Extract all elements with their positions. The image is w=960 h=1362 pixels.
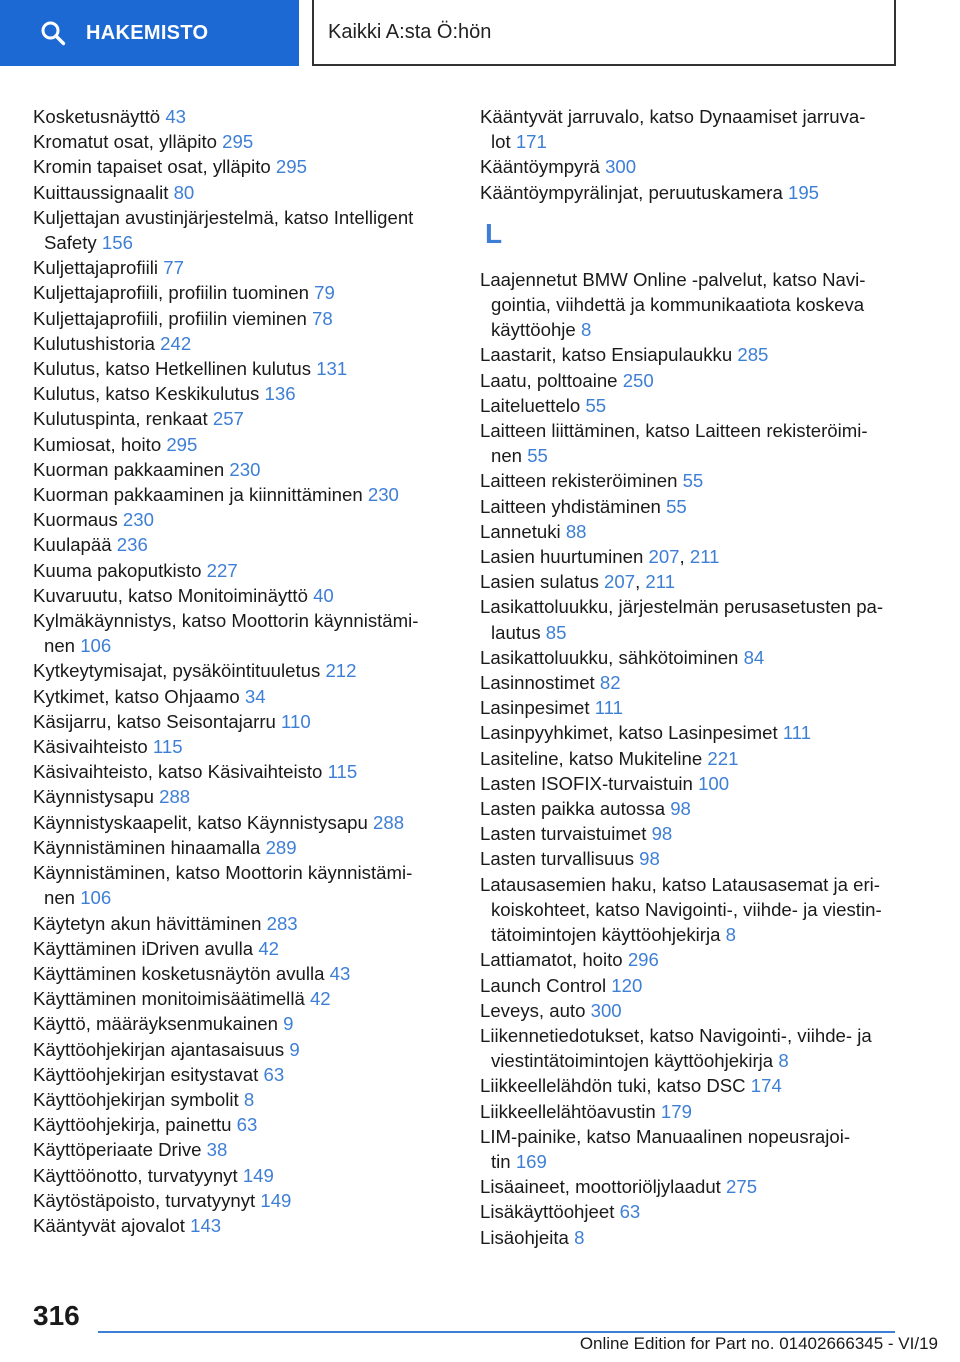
index-entry <box>33 457 453 482</box>
index-entry <box>480 368 920 393</box>
page-link[interactable]: 300 <box>605 156 637 178</box>
page-link[interactable]: 149 <box>260 1189 292 1211</box>
page-link[interactable]: 169 <box>515 1150 547 1172</box>
page-link[interactable]: 207 <box>648 546 680 568</box>
index-entry <box>480 796 920 821</box>
index-entry <box>480 746 920 771</box>
index-entry-text: Laiteluettelo <box>480 394 581 416</box>
index-entry: Lasien huurtuminen 207, 211 <box>480 546 720 568</box>
index-entry-text: LIM-painike, katso Manuaalinen nopeusrajoi- tin <box>480 1125 851 1172</box>
page-link[interactable]: 77 <box>163 257 184 279</box>
page-link[interactable]: 120 <box>611 974 643 996</box>
index-entry <box>480 1225 920 1250</box>
index-entry-text: Kytkeytymisajat, pysäköintituuletus <box>33 660 321 682</box>
index-entry-text: Käynnistäminen hinaamalla <box>33 836 261 858</box>
index-entry <box>480 267 920 343</box>
index-entry <box>33 936 453 961</box>
index-entry-text: Lisäkäyttöohjeet <box>480 1201 615 1223</box>
index-entry <box>480 342 920 367</box>
index-entry <box>33 1112 453 1137</box>
page-link[interactable]: 174 <box>750 1075 782 1097</box>
index-entry-text: Kromatut osat, ylläpito <box>33 131 217 153</box>
page-link[interactable]: 207 <box>604 571 636 593</box>
index-entry <box>33 860 453 910</box>
page-link[interactable]: 257 <box>212 408 244 430</box>
index-entry <box>480 1073 920 1098</box>
index-entry-text: Lasinpyyhkimet, katso Lasinpesimet <box>480 722 778 744</box>
page-link[interactable]: 149 <box>242 1164 274 1186</box>
index-entry <box>33 1213 453 1238</box>
index-entry <box>33 1137 453 1162</box>
page-link[interactable]: 78 <box>312 307 333 329</box>
page-link[interactable]: 111 <box>594 697 623 719</box>
index-entry-text: Kääntyvät jarruvalo, katso Dynaamiset jarruva- lot <box>480 106 866 153</box>
index-entry <box>33 583 453 608</box>
index-entry-text: Kääntöympyrälinjat, peruutuskamera <box>480 181 783 203</box>
page-link[interactable]: 9 <box>283 1013 294 1035</box>
index-entry <box>33 1011 453 1036</box>
index-entry <box>480 519 920 544</box>
index-entry <box>33 331 453 356</box>
index-entry <box>33 658 453 683</box>
page-link[interactable]: 227 <box>206 559 238 581</box>
page-link[interactable]: 38 <box>206 1139 228 1161</box>
index-entry <box>33 280 453 305</box>
breadcrumb[interactable]: Kaikki A:sta Ö:hön <box>312 0 896 66</box>
page-link[interactable]: 55 <box>527 445 548 467</box>
index-entry <box>33 1188 453 1213</box>
page-link[interactable]: 55 <box>666 495 687 517</box>
page-link[interactable]: 8 <box>725 924 736 946</box>
index-entry-text: Käynnistysapu <box>33 786 154 808</box>
index-entry <box>33 406 453 431</box>
index-entry-text: Kumiosat, hoito <box>33 433 162 455</box>
page-link[interactable]: 236 <box>116 534 148 556</box>
index-entry <box>33 180 453 205</box>
index-entry <box>480 1199 920 1224</box>
page-link[interactable]: 42 <box>309 988 331 1010</box>
index-entry-text: Liikkeellelähdön tuki, katso DSC <box>480 1075 746 1097</box>
page-link[interactable]: 8 <box>574 1226 585 1248</box>
index-entry-text: Laitteen liittäminen, katso Laitteen rekisteröimi- nen <box>480 420 868 467</box>
page-link[interactable]: 106 <box>80 635 112 657</box>
page-link[interactable]: 43 <box>165 106 186 127</box>
page-link[interactable]: 283 <box>266 912 298 934</box>
page-link[interactable]: 42 <box>258 937 279 959</box>
page-link[interactable]: 55 <box>682 470 704 492</box>
index-entry-text: Lattiamatot, hoito <box>480 949 623 971</box>
index-entry <box>33 558 453 583</box>
index-entry-text: Liikkeellelähtöavustin <box>480 1100 656 1122</box>
index-entry-text: Käyttöohjekirjan esitystavat <box>33 1063 259 1085</box>
index-tab-button[interactable] <box>0 0 299 66</box>
page-link[interactable]: 211 <box>645 571 676 593</box>
index-entry-text: Lasten turvaistuimet <box>480 823 647 845</box>
index-entry-text: Kuuma pakoputkisto <box>33 559 202 581</box>
index-entry <box>33 507 453 532</box>
index-entry-text: Kuljettajaprofiili, profiilin vieminen <box>33 307 307 329</box>
page-link[interactable]: 221 <box>707 747 739 769</box>
page-link[interactable]: 85 <box>545 621 567 643</box>
index-entry <box>33 1163 453 1188</box>
index-entry <box>33 129 453 154</box>
page-link[interactable]: 98 <box>651 823 673 845</box>
page-link[interactable]: 98 <box>639 848 660 870</box>
index-entry <box>480 998 920 1023</box>
page-link[interactable]: 115 <box>327 761 358 783</box>
index-entry: Lasien sulatus 207, 211 <box>480 571 676 593</box>
index-entry <box>480 1124 920 1174</box>
page-link[interactable]: 110 <box>281 710 311 732</box>
page-link[interactable]: 211 <box>689 546 720 568</box>
page-link[interactable]: 131 <box>316 358 348 380</box>
index-entry-text: Lasikattoluukku, sähkötoiminen <box>480 646 739 668</box>
page-link[interactable]: 295 <box>222 131 254 153</box>
index-entry <box>33 205 453 255</box>
page-link[interactable]: 296 <box>627 949 659 971</box>
index-entry <box>480 645 920 670</box>
index-entry-text: Kulutus, katso Keskikulutus <box>33 383 260 405</box>
page-link[interactable]: 43 <box>329 962 351 984</box>
index-entry-text: Laatu, polttoaine <box>480 369 618 391</box>
page-link[interactable]: 100 <box>698 772 730 794</box>
page-link[interactable]: 40 <box>313 584 334 606</box>
index-entry <box>33 608 453 658</box>
index-entry <box>33 709 453 734</box>
page-link[interactable]: 63 <box>236 1114 258 1136</box>
page-link[interactable]: 8 <box>778 1050 789 1072</box>
index-entry <box>480 1023 920 1073</box>
index-entry <box>33 306 453 331</box>
index-entry-text: Lannetuki <box>480 520 561 542</box>
page-link[interactable]: 82 <box>599 672 621 694</box>
page-link[interactable]: 250 <box>622 369 654 391</box>
index-entry-text: Käytetyn akun hävittäminen <box>33 912 262 934</box>
page-link[interactable]: 171 <box>515 131 547 153</box>
index-entry <box>480 180 920 205</box>
index-entry <box>33 734 453 759</box>
index-entry-text: Lisäaineet, moottoriöljylaadut <box>480 1176 721 1198</box>
page-link[interactable]: 115 <box>152 736 183 758</box>
index-entry <box>33 835 453 860</box>
index-entry <box>480 720 920 745</box>
index-entry-text: Kuorman pakkaaminen ja kiinnittäminen <box>33 484 363 506</box>
page-link[interactable]: 84 <box>743 646 765 668</box>
page-link[interactable]: 295 <box>166 433 198 455</box>
index-entry-text: Kuljettajan avustinjärjestelmä, katso Intelligent Safety <box>33 206 414 254</box>
index-entry <box>480 154 920 179</box>
page-link[interactable]: 156 <box>101 232 133 254</box>
index-column-right <box>480 104 920 1250</box>
page-link[interactable]: 80 <box>173 181 195 203</box>
footer-edition-text: Online Edition for Part no. 01402666345 - VI/19 <box>579 1334 938 1353</box>
index-entry-text: Käyttäminen monitoimisäätimellä <box>33 988 305 1010</box>
index-entry-text: Käyttöohjekirja, painettu <box>33 1114 232 1136</box>
index-entry-text: Lasien sulatus <box>480 571 599 593</box>
page-link[interactable]: 295 <box>275 156 307 178</box>
page-link[interactable]: 143 <box>190 1214 222 1236</box>
index-entry <box>480 771 920 796</box>
index-entry <box>480 1174 920 1199</box>
index-entry <box>33 154 453 179</box>
index-entry <box>33 961 453 986</box>
index-entry-text: Kääntöympyrä <box>480 156 600 178</box>
page-link[interactable]: 98 <box>670 798 691 820</box>
index-entry <box>480 973 920 998</box>
page-link[interactable]: 79 <box>314 282 335 304</box>
index-entry <box>33 482 453 507</box>
index-entry-text: Laastarit, katso Ensiapulaukku <box>480 344 733 366</box>
index-entry-text: Kromin tapaiset osat, ylläpito <box>33 156 271 178</box>
index-entry <box>33 1062 453 1087</box>
index-entry-text: Laajennetut BMW Online -palvelut, katso Navi- gointia, viihdettä ja kommunikaatiota koskeva käyttöohje <box>480 268 866 341</box>
index-entry-text: Käyttöohjekirjan symbolit <box>33 1088 239 1110</box>
page-link[interactable]: 288 <box>159 786 191 808</box>
index-entry-text: Lasten paikka autossa <box>480 798 666 820</box>
index-entry-text: Kuljettajaprofiili <box>33 257 159 279</box>
page-link[interactable]: 230 <box>122 509 154 531</box>
page-link[interactable]: 136 <box>264 383 296 405</box>
footer-divider <box>98 1331 895 1333</box>
index-entry-text: Käyttö, määräyksenmukainen <box>33 1013 278 1035</box>
index-entry <box>480 104 920 154</box>
index-entry-text: Lasikattoluukku, järjestelmän perusasetusten pa- lautus <box>480 596 884 643</box>
page-link[interactable]: 55 <box>585 394 607 416</box>
index-entry <box>480 846 920 871</box>
index-entry-text: Käsivaihteisto <box>33 736 148 758</box>
index-entry <box>480 594 920 644</box>
index-entry <box>480 1099 920 1124</box>
index-entry-text: Kuittaussignaalit <box>33 181 169 203</box>
index-entry-text: Kuulapää <box>33 534 112 556</box>
index-entry <box>33 532 453 557</box>
index-entry-text: Kosketusnäyttö <box>33 106 161 127</box>
index-entry <box>480 872 920 948</box>
index-entry <box>33 784 453 809</box>
index-entry-text: Kuormaus <box>33 509 118 531</box>
index-group-l <box>480 267 920 1250</box>
index-entry <box>33 911 453 936</box>
page-link[interactable]: 8 <box>243 1088 255 1110</box>
index-entry <box>480 670 920 695</box>
index-entry <box>33 356 453 381</box>
index-entry-text: Käyttöönotto, turvatyynyt <box>33 1164 238 1186</box>
page-number: 316 <box>33 1300 80 1331</box>
page-link[interactable]: 88 <box>565 520 587 542</box>
index-entry-text: Käynnistäminen, katso Moottorin käynnistämi- nen <box>33 862 413 909</box>
index-column-left <box>33 104 453 1238</box>
index-entry-text: Latausasemien haku, katso Latausasemat ja eri- koiskohteet, katso Navigointi-, viihde- ja viestin- tätoimintojen käyttöohjekirja <box>480 873 882 946</box>
index-entry-text: Lasien huurtuminen <box>480 546 644 568</box>
page-link[interactable]: 195 <box>788 181 820 203</box>
page-link[interactable]: 230 <box>229 458 261 480</box>
page-link[interactable]: 230 <box>367 484 399 506</box>
index-entry-text: Kääntyvät ajovalot <box>33 1214 185 1236</box>
index-entry <box>33 986 453 1011</box>
index-entry <box>480 468 920 493</box>
page-link[interactable]: 289 <box>265 836 297 858</box>
index-entry-text: Käyttäminen iDriven avulla <box>33 937 254 959</box>
index-entry-text: Käsijarru, katso Seisontajarru <box>33 710 276 732</box>
page-link[interactable]: 212 <box>325 660 357 682</box>
index-entry-text: Käyttöohjekirjan ajantasaisuus <box>33 1038 285 1060</box>
page-link[interactable]: 63 <box>619 1201 641 1223</box>
search-icon <box>40 20 66 46</box>
index-entry-text: Kuvaruutu, katso Monitoiminäyttö <box>33 584 308 606</box>
index-entry <box>480 418 920 468</box>
page-link[interactable]: 34 <box>244 685 266 707</box>
index-entry-text: Kytkimet, katso Ohjaamo <box>33 685 240 707</box>
index-entry <box>33 381 453 406</box>
index-entry-text: Käsivaihteisto, katso Käsivaihteisto <box>33 761 323 783</box>
index-entry-text: Kulutus, katso Hetkellinen kulutus <box>33 358 312 380</box>
index-entry <box>33 1087 453 1112</box>
page-link[interactable]: 9 <box>289 1038 300 1060</box>
top-navigation-bar <box>0 0 960 66</box>
page-link[interactable]: 285 <box>737 344 769 366</box>
index-entry-text: Lasinnostimet <box>480 672 595 694</box>
index-group-k-continued <box>480 104 920 205</box>
index-entry-text: Liikennetiedotukset, katso Navigointi-, viihde- ja viestintätoimintojen käyttöohjekirja <box>480 1024 872 1072</box>
index-entry-text: Kuorman pakkaaminen <box>33 458 225 480</box>
index-entry-text: Käynnistyskaapelit, katso Käynnistysapu <box>33 811 368 833</box>
index-entry-text: Kulutuspinta, renkaat <box>33 408 208 430</box>
index-entry-text: Kulutushistoria <box>33 332 155 354</box>
page-link[interactable]: 242 <box>160 332 192 354</box>
index-entry <box>480 821 920 846</box>
index-entry-text: Lasten turvallisuus <box>480 848 634 870</box>
index-entry-text: Käyttäminen kosketusnäytön avulla <box>33 962 325 984</box>
index-entry-text: Launch Control <box>480 974 607 996</box>
index-entry <box>33 104 453 129</box>
index-entry <box>480 947 920 972</box>
index-tab-label: HAKEMISTO <box>86 21 209 44</box>
index-entry <box>33 684 453 709</box>
page-link[interactable]: 288 <box>373 811 405 833</box>
index-entry <box>480 695 920 720</box>
index-entry <box>33 1037 453 1062</box>
index-entry <box>33 810 453 835</box>
index-entry-text: Käytöstäpoisto, turvatyynyt <box>33 1189 256 1211</box>
index-entry <box>33 255 453 280</box>
index-entry-text: Lisäohjeita <box>480 1226 569 1248</box>
index-entry <box>480 494 920 519</box>
index-entry <box>33 759 453 784</box>
index-entry-text: Lasiteline, katso Mukiteline <box>480 747 703 769</box>
index-entry-text: Laitteen rekisteröiminen <box>480 470 678 492</box>
index-entry-text: Laitteen yhdistäminen <box>480 495 661 517</box>
page-link[interactable]: 8 <box>580 319 592 341</box>
index-entry <box>480 393 920 418</box>
page-link[interactable]: 111 <box>782 722 812 744</box>
index-entry-text: Lasinpesimet <box>480 697 590 719</box>
index-entry <box>33 432 453 457</box>
section-letter-heading: L <box>485 217 503 249</box>
page-link[interactable]: 63 <box>263 1063 285 1085</box>
page-link[interactable]: 275 <box>726 1176 758 1198</box>
index-entry-text: Leveys, auto <box>480 999 586 1021</box>
page-link[interactable]: 300 <box>590 999 622 1021</box>
index-entry-text: Käyttöperiaate Drive <box>33 1139 202 1161</box>
page-link[interactable]: 106 <box>80 887 112 909</box>
page-link[interactable]: 179 <box>660 1100 692 1122</box>
index-entry-text: Kylmäkäynnistys, katso Moottorin käynnistämi- nen <box>33 610 419 657</box>
index-entry-text: Lasten ISOFIX-turvaistuin <box>480 772 693 794</box>
index-entry-text: Kuljettajaprofiili, profiilin tuominen <box>33 282 309 304</box>
